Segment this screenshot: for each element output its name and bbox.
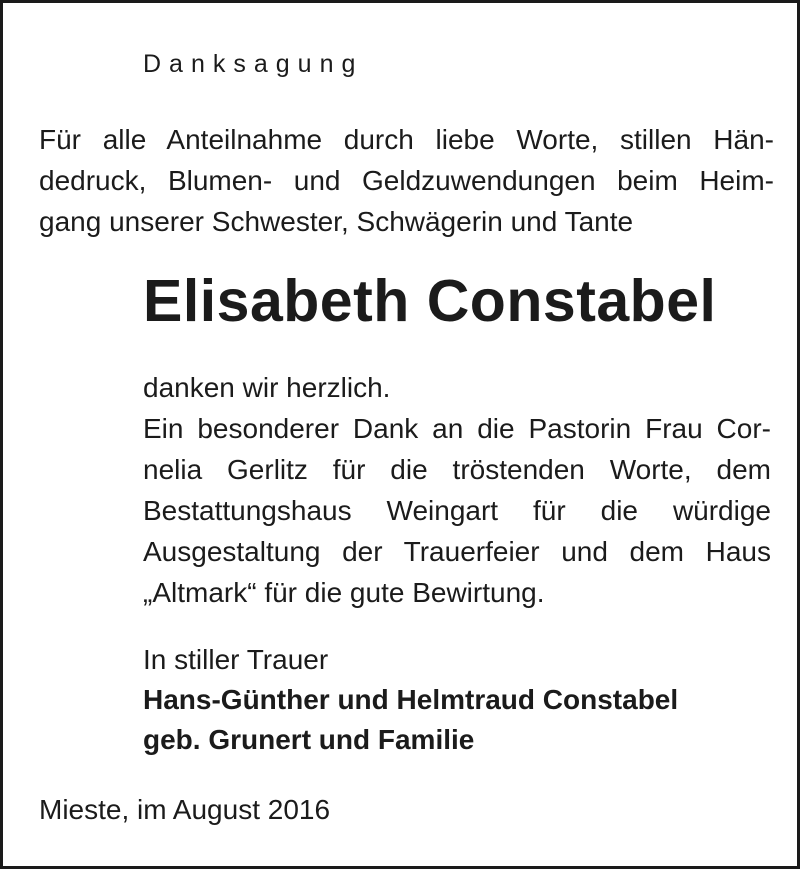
mourning-line: In stiller Trauer bbox=[143, 644, 329, 675]
thanks-paragraph bbox=[143, 367, 771, 613]
thanks-line: danken wir herzlich. bbox=[143, 372, 391, 403]
thanks-line: Ein besonderer Dank an die Pastorin Frau Cor- bbox=[143, 413, 771, 444]
thanks-line: nelia Gerlitz für die tröstenden Worte, dem bbox=[143, 454, 771, 485]
notice-heading: Danksagung bbox=[143, 50, 364, 78]
signature-line: Hans-Günther und Helmtraud Constabel bbox=[143, 684, 679, 715]
intro-line: gang unserer Schwester, Schwägerin und Tante bbox=[39, 206, 634, 237]
place-date: Mieste, im August 2016 bbox=[39, 794, 331, 825]
thanks-line: Bestattungshaus Weingart für die würdige bbox=[143, 495, 771, 526]
thanks-line: Ausgestaltung der Trauerfeier und dem Haus bbox=[143, 536, 771, 567]
deceased-name: Elisabeth Constabel bbox=[143, 268, 717, 334]
intro-line: dedruck, Blumen- und Geldzuwendungen beim Heim- bbox=[39, 165, 774, 196]
thanks-line: „Altmark“ für die gute Bewirtung. bbox=[143, 577, 545, 608]
signature-line: geb. Grunert und Familie bbox=[143, 724, 475, 755]
intro-line: Für alle Anteilnahme durch liebe Worte, stillen Hän- bbox=[39, 124, 774, 155]
intro-paragraph bbox=[39, 119, 774, 242]
closing-block bbox=[143, 640, 678, 760]
